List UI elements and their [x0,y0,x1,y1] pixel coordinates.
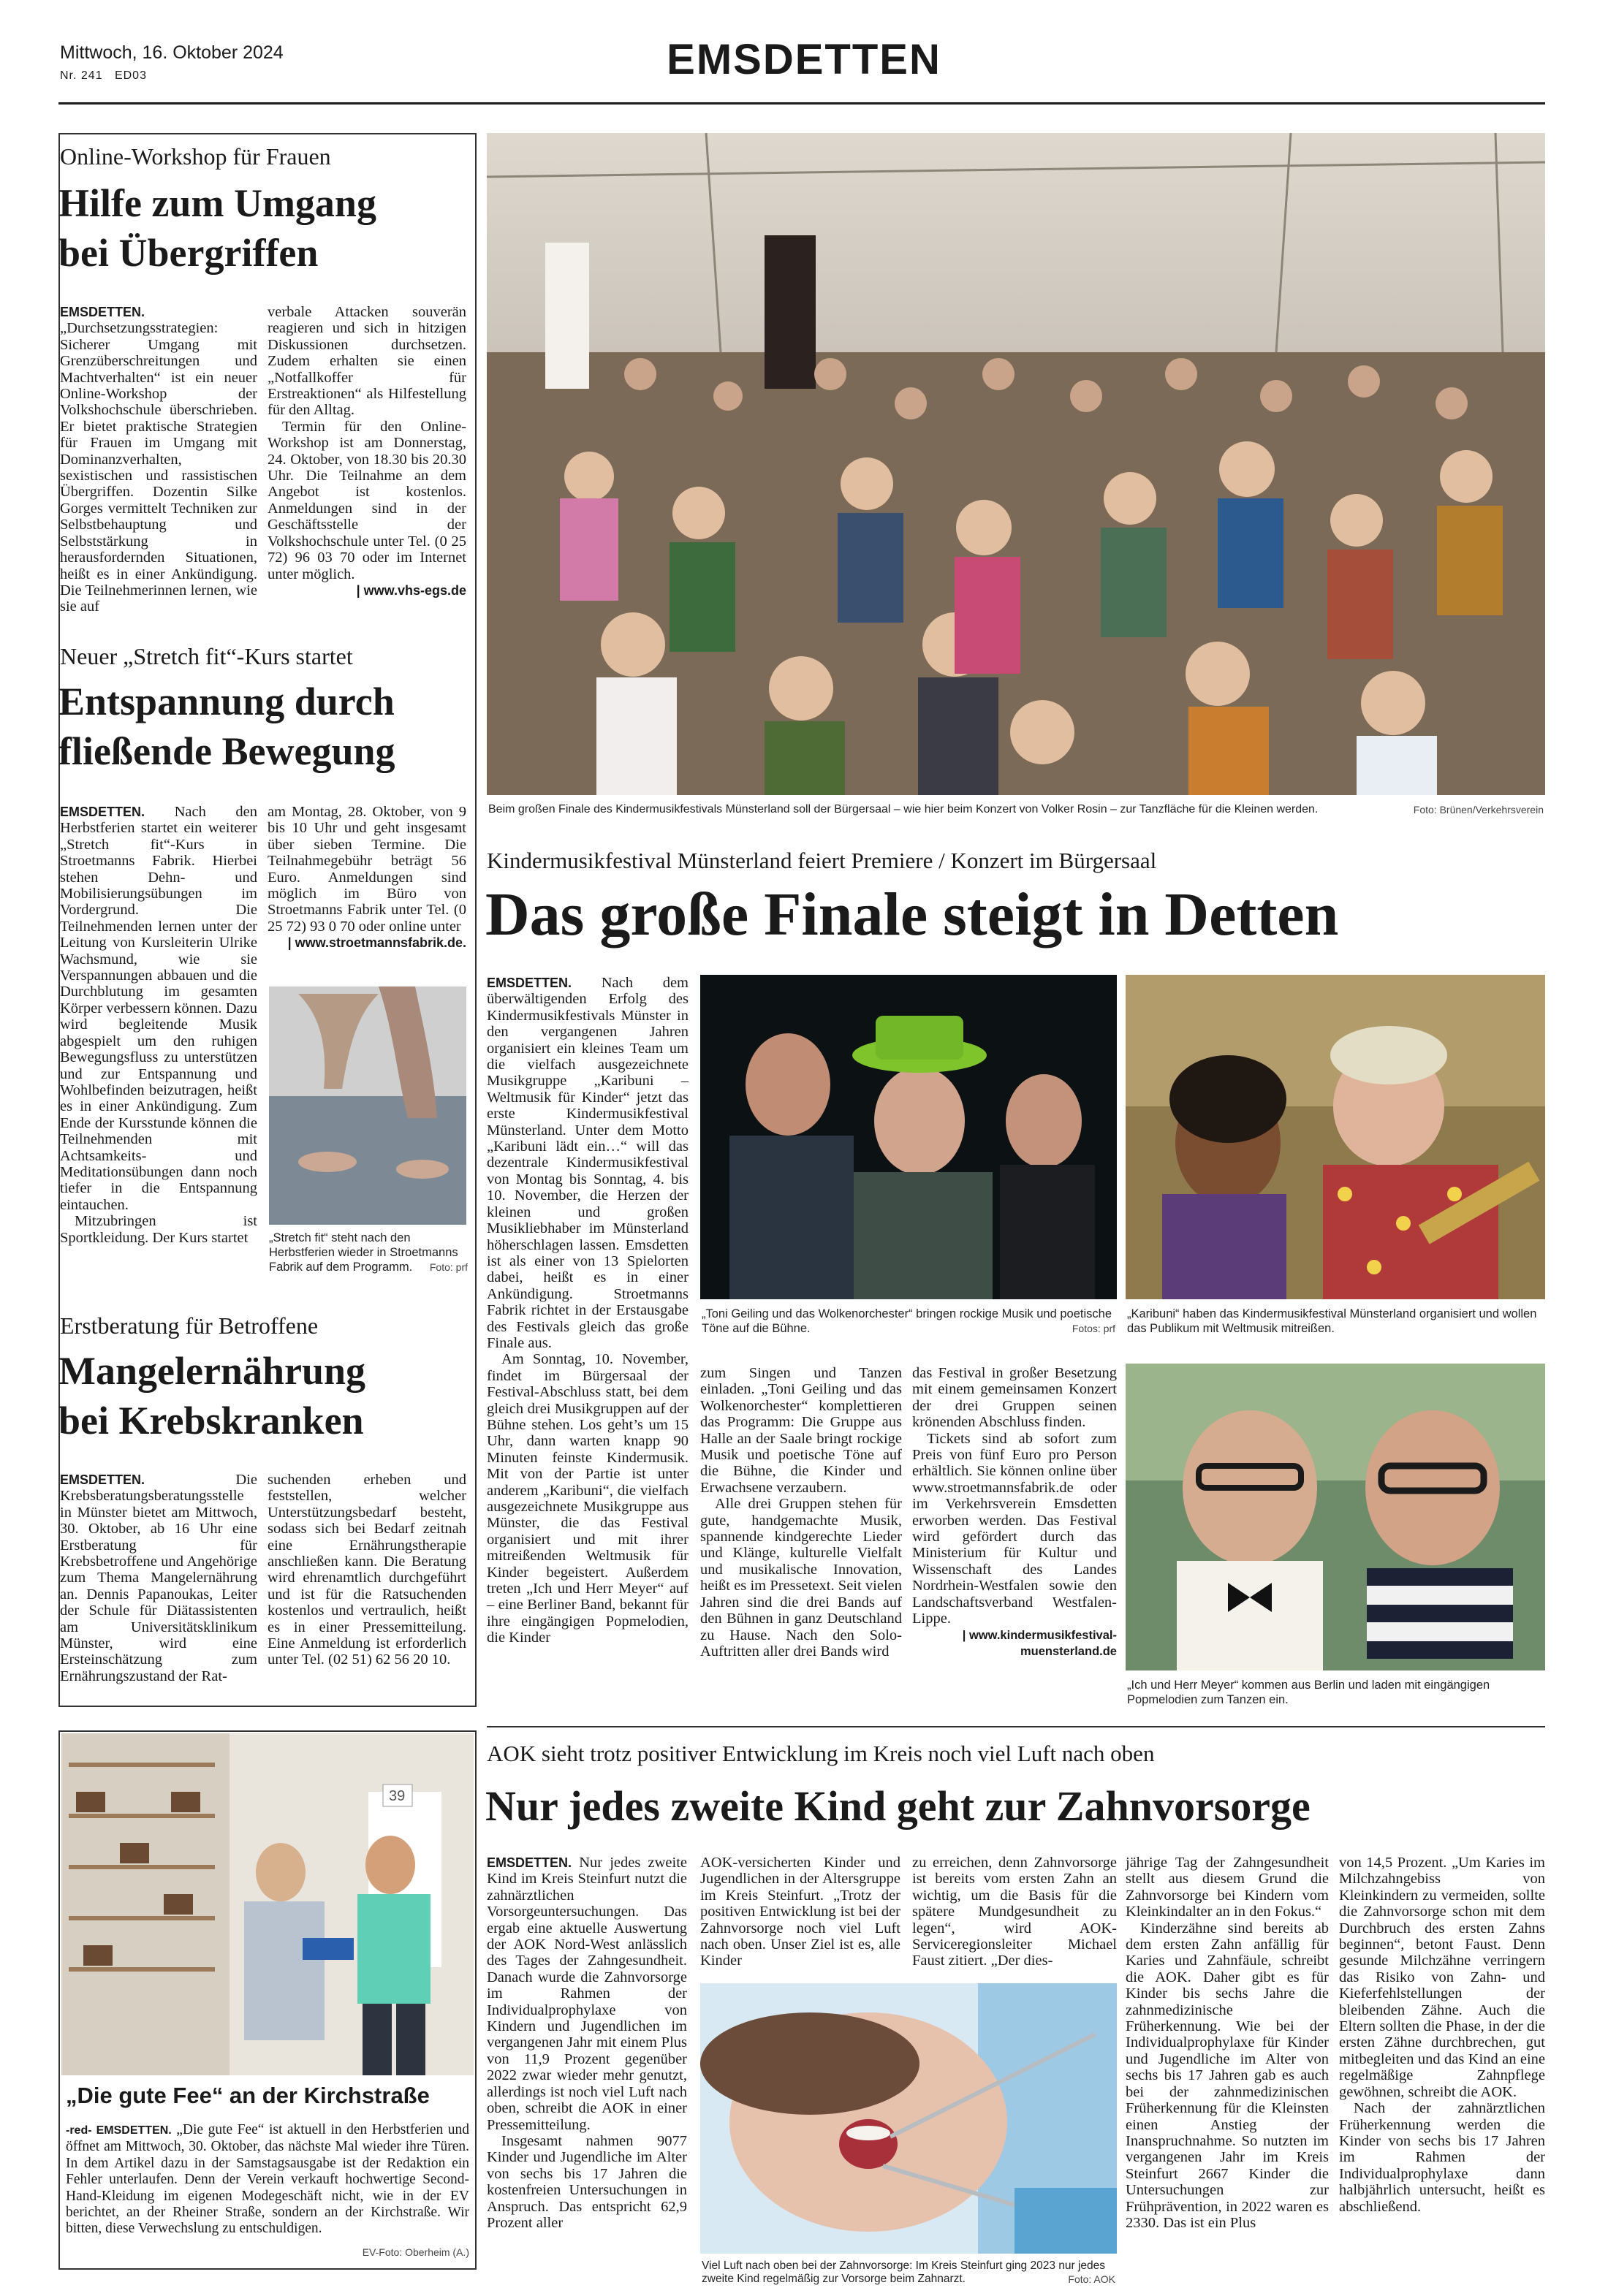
shop-photo [61,1733,474,2075]
header-rule [58,102,1545,104]
article1-url[interactable]: | www.vhs-egs.de [356,582,466,598]
article1-headline [58,178,376,278]
article5-col3 [912,1365,1117,1660]
herr-meyer-photo [1126,1364,1545,1670]
article5-url-text[interactable]: www.kindermusikfestival-muensterland.de [968,1628,1117,1658]
article2-col2 [268,804,466,951]
toni-caption [702,1307,1115,1336]
article6-col3b [1126,1855,1329,2231]
shelf-label: 39 [389,1788,406,1804]
stretch-photo [269,987,466,1225]
article1-text-1: „Durchsetzungsstrategien: Sicherer Umgang mit Grenzüberschreitungen und Machtverhalten“ ist ein neuer Online-Workshop der Volkshochschule überschrieben. Er bietet praktische Strategien für Frauen im Umgang mit Dominanzverhalten, sexistischen und rassistischen Übergriffen. Dozentin Silke Gorges vermittelt Techniken zur Selbstbehauptung und Selbststärkung in herausfordernden Situationen, heißt es in einer Ankündigung. Die Teilnehmerinnen lernen, wie sie auf [60,320,257,615]
article6-kicker: AOK sieht trotz positiver Entwicklung im Kreis noch viel Luft nach oben [487,1741,1155,1766]
article6-text-3: AOK-versicherten Kinder und Jugendlichen in der Altersgruppe im Kreis Steinfurt. „Trotz der positiven Entwicklung ist bei der Zahnvorsorge noch viel Luft nach oben. Unser Ziel ist es, alle Kinder [700,1855,900,1969]
article3-headline [58,1346,365,1445]
article6-text-6: Kinderzähne sind bereits ab dem ersten Zahn anfällig für Karies und Zahnfäule, schreibt die AOK. Daher gibt es für Kinder bis sechs Jahre die zahnmedizinische Früherkennung. Wie bei der Individualprophylaxe für Kinder und Jugendliche im Alter von sechs bis 17 Jahren gab es auch bei der zahnmedizinischen Früherkennung für die Kleinsten einen Anstieg der Inanspruchnahme. So nutzten im vergangenen Jahr im Kreis Steinfurt 2667 Kinder die Untersuchungen zur Frühprävention, in 2022 waren es 2330. Das ist ein Plus [1126,1920,1329,2231]
edition-code: ED03 [114,69,147,82]
article2-kicker: Neuer „Stretch fit“-Kurs startet [60,643,353,669]
article2-caption-text: „Stretch fit“ steht nach den Herbstferien wieder in Stroetmanns Fabrik auf dem Programm. [269,1231,458,1274]
concert-caption: Beim großen Finale des Kindermusikfestivals Münsterland soll der Bürgersaal – wie hier beim Konzert von Volker Rosin – zur Tanzfläche für die Kleinen werden. [488,803,1319,816]
dentist-caption [702,2259,1115,2286]
article1-dateline: EMSDETTEN. [60,305,145,319]
article6-text-1: Nur jedes zweite Kind im Kreis Steinfurt nutzt die zahnärztlichen Vorsorgeuntersuchungen. Das ergab eine aktuelle Auswertung der AOK Nord-West anlässlich des Tages der Zahngesundheit. Danach wurde die Zahnvorsorge im Rahmen der Individualprophylaxe von Kindern und Jugendlichen im vergangenen Jahr mit einem Plus von 11,9 Prozent gegenüber 2022 zwar wieder mehr genutzt, allerdings ist noch viel Luft nach oben, schreibt die AOK in einer Pressemitteilung. [487,1855,688,2133]
dentist-caption-text: Viel Luft nach oben bei der Zahnvorsorge: Im Kreis Steinfurt ging 2023 nur jedes zweite Kind regelmäßig zur Vorsorge beim Zahnarzt. [702,2259,1106,2285]
article6-text-4: zu erreichen, denn Zahnvorsorge ist bereits vom ersten Zahn an wichtig, um die Basis für die spätere Mundgesundheit zu legen“, wird AOK-Serviceregionsleiter Michael Faust zitiert. „Der dies- [912,1855,1117,1969]
article6-text-2: Insgesamt nahmen 9077 Kinder und Jugendliche im Alter von sechs bis 17 Jahren die kostenfreien Untersuchungen in Anspruch. Das entspricht 62,9 Prozent aller [487,2132,687,2231]
toni-geiling-photo [700,975,1117,1299]
article3-col1 [60,1472,257,1684]
article6-text-5: jährige Tag der Zahngesundheit stellt aus diesem Grund die Zahnvorsorge bei Kindern vom Kleinkindalter an in den Fokus.“ [1126,1855,1329,1920]
article3-headline-line1: Mangelernährung [58,1349,366,1393]
article6-text-8: Nach der zahnärztlichen Früherkennung werden die Kinder von sechs bis 17 Jahren im Rahmen der Individualprophylaxe dann halbjährlich untersucht, heißt es abschließend. [1339,2100,1545,2215]
article5-headline: Das große Finale steigt in Detten [485,881,1339,949]
article4-headline: „Die gute Fee“ an der Kirchstraße [66,2083,430,2108]
article4-text: „Die gute Fee“ ist aktuell in den Herbstferien und öffnet am Mittwoch, 30. Oktober, das nächste Mal wieder ihre Türen. In dem Artikel dazu in der Samstagsausgabe ist der Redaktion ein Fehler unterlaufen. Denn der Verein verkauft hochwertige Second-Hand-Kleidung im eigenen Modegeschäft nicht, wie in der EV berichtet, an der Rheiner Straße, sondern an der Kirchstraße. Wir bitten, diese Verwechslung zu entschuldigen. [66,2122,469,2237]
article2-col1 [60,804,257,1246]
karibuni-caption: „Karibuni“ haben das Kindermusikfestival Münsterland organisiert und wollen das Publikum mit Weltmusik mitreißen. [1127,1307,1537,1335]
article6-dateline: EMSDETTEN. [487,1855,572,1870]
article2-credit: Foto: prf [429,1261,468,1273]
article5-text-2: Am Sonntag, 10. November, findet im Bürgersaal der Festival-Abschluss statt, bei dem gleich drei Musikgruppen auf der Bühne stehen. Los geht’s um 15 Uhr, dann warten knapp 90 Minuten feinste Kindermusik. Mit von der Partie ist unter anderem „Karibuni“, die vielfach ausgezeichnete Musikgruppe aus Münster, die das Festival organisiert und mit ihrer mitreißenden Weltmusik für Kinder begeistert. Außerdem treten „Ich und Herr Meyer“ auf – eine Berliner Band, bekannt für ihre eingängigen Popmelodien, die Kinder [487,1351,689,1646]
article1-kicker: Online-Workshop für Frauen [60,143,331,170]
article2-text-2: Mitzubringen ist Sportkleidung. Der Kurs startet [60,1213,257,1246]
toni-caption-text: „Toni Geiling und das Wolkenorchester“ bringen rockige Musik und poetische Töne auf die Bühne. [702,1307,1112,1335]
article1-col1 [60,304,257,615]
dentist-credit: Foto: AOK [1068,2273,1115,2285]
article1-text-3: Termin für den Online-Workshop ist am Donnerstag, 24. Oktober, von 18.30 bis 20.30 Uhr. Die Teilnahme an dem Angebot ist kostenlos. Anmeldungen sind in der Geschäftsstelle der Volkshochschule unter Tel. (0 25 72) 96 03 70 oder im Internet unter möglich. [268,418,466,582]
article5-text-1: Nach dem überwältigenden Erfolg des Kindermusikfestivals Münster in den vergangenen Jahren organisiert ein kleines Team um die vielfach ausgezeichnete Musikgruppe „Karibuni – Weltmusik für Kinder“ jetzt das erste Kindermusikfestival Münsterland. Unter dem Motto „Karibuni lädt ein…“ will das dezentrale Kindermusikfestival von Montag bis Sonntag, 4. bis 10. November, die Herzen der kleinen und großen Musikliebhaber im Münsterland höherschlagen lassen. Emsdetten ist als einer von 13 Spielorten dabei, heißt es in einer Ankündigung. Stroetmanns Fabrik richtet in der Erstausgabe des Festivals gleich das große Finale aus. [487,975,689,1351]
article5-text-6: Tickets sind ab sofort zum Preis von fünf Euro pro Person erhältlich. Sie können online über www.stroetmannsfabrik.de oder im Verkehrsverein Emsdetten erworben werden. Das Festival wird gefördert durch das Ministerium für Kultur und Wissenschaft des Landes Nordrhein-Westfalen sowie den Landschaftsverband Westfalen-Lippe. [912,1430,1117,1627]
concert-credit: Foto: Brünen/Verkehrsverein [1413,804,1544,816]
article2-url-text[interactable]: www.stroetmannsfabrik.de. [295,935,466,951]
article6-col2 [700,1855,900,1969]
article4-dateline: -red- EMSDETTEN. [66,2124,172,2137]
article2-url[interactable]: | www.stroetmannsfabrik.de. [287,935,466,951]
article1-headline-line2: bei Übergriffen [58,231,319,275]
article6-col1 [487,1855,687,2231]
toni-credit: Fotos: prf [1072,1323,1115,1334]
article6-text-7: von 14,5 Prozent. „Um Karies im Milchzahngebiss von Kleinkindern zu vermeiden, sollte die Zahnvorsorge schon mit dem Durchbruch des ersten Zahns beginnen“, betont Faust. Denn gesunde Milchzähne verringern das Risiko von Zahn- und Kieferfehlstellungen der bleibenden Zähne. Auch die Eltern sollten die Phase, in der die ersten Zähne durchbrechen, gut mitbegleiten und das Kind an eine regelmäßige Zahnpflege gewöhnen, schreibt die AOK. [1339,1855,1545,2100]
article5-col1 [487,975,689,1646]
article2-headline-line2: fließende Bewegung [58,729,395,773]
article1-headline-line1: Hilfe zum Umgang [58,181,376,225]
article3-kicker: Erstberatung für Betroffene [60,1312,319,1339]
article3-headline-line2: bei Krebskranken [58,1399,364,1442]
article3-dateline: EMSDETTEN. [60,1472,145,1487]
section-divider [487,1726,1545,1727]
herr-meyer-caption: „Ich und Herr Meyer“ kommen aus Berlin und laden mit eingängigen Popmelodien zum Tanzen ein. [1127,1679,1490,1706]
section-title: EMSDETTEN [667,36,941,83]
issue-date: Mittwoch, 16. Oktober 2024 [60,42,284,63]
article2-headline [58,677,395,776]
article2-caption [269,1231,468,1274]
article2-text-3: am Montag, 28. Oktober, von 9 bis 10 Uhr und geht insgesamt über sieben Termine. Die Teilnahmegebühr beträgt 56 Euro. Anmeldungen sind möglich im Büro von Stroetmanns Fabrik unter Tel. (0 25 72) 93 0 70 oder online unter [268,804,466,935]
article6-headline: Nur jedes zweite Kind geht zur Zahnvorsorge [485,1782,1311,1830]
dentist-photo [700,1983,1117,2254]
article1-url-text[interactable]: www.vhs-egs.de [363,582,466,598]
karibuni-photo [1126,975,1545,1299]
article4-credit: EV-Foto: Oberheim (A.) [362,2246,469,2258]
article5-text-4: Alle drei Gruppen stehen für gute, handgemachte Musik, spannende kindgerechte Lieder und Klänge, kulturelle Vielfalt und musikalische Innovation, heißt es im Pressetext. Seit vielen Jahren sind die drei Bands auf den Bühnen in ganz Deutschland zu Hause. Nach den Solo-Auftritten aller drei Bands wird [700,1496,902,1660]
article2-dateline: EMSDETTEN. [60,805,145,819]
article5-col2 [700,1365,902,1660]
article5-text-5: das Festival in großer Besetzung mit einem gemeinsamen Konzert der drei Gruppen seinen krönenden Abschluss finden. [912,1365,1117,1431]
article5-dateline: EMSDETTEN. [487,976,572,990]
article6-col4 [1339,1855,1545,2215]
article3-text-2: suchenden erheben und feststellen, welcher Unterstützungsbedarf besteht, sodass sich bei Bedarf zeitnah eine Ernährungstherapie anschließen kann. Die Beratung wird ehrenamtlich durchgeführt und ist für die Ratsuchenden kostenlos und vertraulich, heißt es in einer Pressemitteilung. Eine Anmeldung ist erforderlich unter Tel. (02 51) 62 56 20 10. [268,1472,466,1668]
article6-col3 [912,1855,1117,1969]
article4-body [66,2122,469,2238]
article5-kicker: Kindermusikfestival Münsterland feiert Premiere / Konzert im Bürgersaal [487,848,1157,873]
article2-text-1: Nach den Herbstferien startet ein weiterer „Stretch fit“-Kurs in Stroetmanns Fabrik. Hierbei stehen Dehn- und Mobilisierungsübungen im Vordergrund. Die Teilnehmenden lernen unter der Leitung von Kursleiterin Ulrike Wachsmund, wie sie Verspannungen abbauen und die Durchblutung im gesamten Körper verbessern können. Dazu wird begleitende Musik abgespielt um den ruhigen Bewegungsfluss zu unterstützen und zur Entspannung und Wohlbefinden beizutragen, heißt es in einer Ankündigung. Zum Ende der Kursstunde können die Teilnehmenden mit Achtsamkeits- und Meditationsübungen dann noch tiefer in die Entspannung eintauchen. [60,804,257,1213]
article2-headline-line1: Entspannung durch [58,680,395,723]
article3-text-1: Die Krebsberatungsberatungsstelle in Münster bietet am Mittwoch, 30. Oktober, ab 16 Uhr eine Erstberatung für Krebsbetroffene und Angehörige zum Thema Mangelernährung an. Dennis Papanoukas, Leiter der Schule für Diätassistenten am Universitätsklinikum Münster, wird eine Ersteinschätzung zum Ernährungszustand der Rat- [60,1472,257,1684]
issue-number: Nr. 241 [60,69,103,82]
article5-text-3: zum Singen und Tanzen einladen. „Toni Geiling und das Wolkenorchester“ komplettieren das Programm: Die Gruppe aus Halle an der Saale bringt rockige Musik und poetische Töne auf die Bühne, die Kinder und Erwachsene verzaubern. [700,1365,902,1496]
article1-text-2: verbale Attacken souverän reagieren und sich in hitzigen Diskussionen durchsetzen. Zudem erhalten sie einen „Notfallkoffer für Erstreaktionen“ als Hilfestellung für den Alltag. [268,304,466,419]
concert-photo [487,133,1545,795]
article5-url[interactable]: | www.kindermusikfestival-muensterland.de [962,1628,1117,1658]
article1-col2 [268,304,466,598]
article3-col2 [268,1472,466,1668]
